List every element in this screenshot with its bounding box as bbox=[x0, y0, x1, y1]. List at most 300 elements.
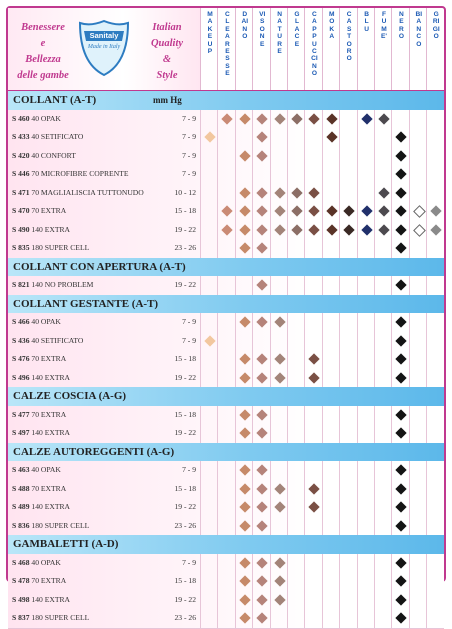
color-cell bbox=[304, 350, 323, 369]
color-cell bbox=[409, 369, 428, 388]
color-cell bbox=[426, 498, 445, 517]
color-available-diamond bbox=[257, 557, 268, 568]
color-cell bbox=[322, 517, 341, 536]
product-label bbox=[12, 609, 89, 627]
color-available-diamond bbox=[239, 150, 250, 161]
color-cell bbox=[374, 110, 393, 129]
product-name: 40 OPAK bbox=[29, 317, 61, 326]
product-code: S 420 bbox=[12, 150, 30, 160]
color-cell bbox=[357, 110, 376, 129]
color-cell bbox=[426, 165, 445, 184]
color-cell bbox=[339, 369, 358, 388]
color-available-diamond bbox=[309, 113, 320, 124]
product-code: S 496 bbox=[12, 372, 30, 382]
color-cell bbox=[357, 572, 376, 591]
color-available-diamond bbox=[274, 113, 285, 124]
product-row bbox=[8, 424, 444, 444]
color-cell bbox=[304, 498, 323, 517]
color-cell bbox=[252, 313, 271, 332]
product-name: 180 SUPER CELL bbox=[29, 613, 90, 622]
product-code: S 476 bbox=[12, 354, 30, 363]
color-cell bbox=[217, 406, 236, 425]
section-header-row bbox=[8, 535, 444, 555]
color-cell bbox=[270, 424, 289, 443]
color-cell bbox=[374, 461, 393, 480]
color-cell bbox=[217, 350, 236, 369]
color-available-diamond bbox=[291, 113, 302, 124]
color-cell bbox=[426, 591, 445, 610]
color-cell bbox=[235, 424, 254, 443]
product-label bbox=[12, 332, 83, 350]
column-header-bianco bbox=[409, 8, 428, 90]
color-cell bbox=[235, 313, 254, 332]
color-cell bbox=[217, 424, 236, 443]
color-available-diamond bbox=[396, 224, 407, 235]
color-cell bbox=[374, 202, 393, 221]
color-cell bbox=[235, 332, 254, 351]
color-cell bbox=[426, 128, 445, 147]
color-available-diamond bbox=[222, 224, 233, 235]
color-cell bbox=[304, 202, 323, 221]
color-available-diamond bbox=[239, 113, 250, 124]
column-header-label: BIANCO bbox=[415, 11, 423, 48]
color-cell bbox=[322, 128, 341, 147]
color-cell bbox=[252, 406, 271, 425]
column-header-fume bbox=[374, 8, 393, 90]
color-cell bbox=[235, 128, 254, 147]
color-available-diamond bbox=[239, 205, 250, 216]
product-label bbox=[12, 147, 76, 165]
product-name: 70 EXTRA bbox=[29, 409, 67, 419]
color-cell bbox=[200, 517, 219, 536]
color-cell bbox=[357, 147, 376, 166]
section-header-row bbox=[8, 258, 444, 278]
color-cell bbox=[217, 110, 236, 129]
color-available-diamond bbox=[257, 205, 268, 216]
product-code: S 490 bbox=[12, 224, 30, 234]
color-available-diamond bbox=[396, 612, 407, 623]
color-cell bbox=[409, 572, 428, 591]
product-code: S 836 bbox=[12, 520, 30, 530]
color-cell bbox=[322, 313, 341, 332]
color-cell bbox=[322, 554, 341, 573]
color-cell bbox=[322, 276, 341, 295]
color-available-diamond bbox=[274, 483, 285, 494]
color-cell bbox=[235, 406, 254, 425]
color-cell bbox=[304, 110, 323, 129]
color-cell bbox=[252, 350, 271, 369]
product-name: 40 OPAK bbox=[29, 557, 61, 567]
color-available-diamond bbox=[309, 187, 320, 198]
color-cell bbox=[252, 202, 271, 221]
color-cell bbox=[217, 517, 236, 536]
color-cell bbox=[200, 332, 219, 351]
color-available-diamond bbox=[257, 372, 268, 383]
product-label bbox=[12, 572, 66, 590]
color-cell bbox=[304, 128, 323, 147]
color-cell bbox=[200, 480, 219, 499]
color-cell bbox=[409, 221, 428, 240]
color-available-diamond bbox=[309, 205, 320, 216]
product-row bbox=[8, 609, 444, 629]
product-code: S 463 bbox=[12, 465, 30, 474]
color-cell bbox=[391, 165, 410, 184]
color-cell bbox=[409, 239, 428, 258]
color-cell bbox=[287, 517, 306, 536]
color-cell bbox=[304, 332, 323, 351]
compression-size: 7 - 9 bbox=[182, 113, 196, 123]
color-available-diamond bbox=[378, 113, 389, 124]
color-cell bbox=[374, 609, 393, 628]
color-cell bbox=[304, 313, 323, 332]
color-available-diamond bbox=[396, 150, 407, 161]
product-name: 140 NO PROBLEM bbox=[29, 280, 94, 289]
color-available-diamond bbox=[257, 520, 268, 531]
color-available-diamond bbox=[396, 483, 407, 494]
color-cell bbox=[322, 369, 341, 388]
color-available-diamond bbox=[274, 575, 285, 586]
product-name: 140 EXTRA bbox=[29, 372, 71, 382]
color-available-diamond bbox=[361, 113, 372, 124]
color-cell bbox=[235, 480, 254, 499]
color-available-diamond bbox=[257, 353, 268, 364]
color-cell bbox=[374, 554, 393, 573]
color-available-diamond bbox=[274, 501, 285, 512]
slogan-right: Italian Quality & Style bbox=[150, 22, 184, 81]
color-cell bbox=[200, 406, 219, 425]
color-available-diamond bbox=[257, 464, 268, 475]
color-cell bbox=[426, 424, 445, 443]
color-cell bbox=[409, 350, 428, 369]
product-row bbox=[8, 554, 444, 574]
column-header-label: VISONE bbox=[259, 11, 266, 48]
color-cell bbox=[217, 480, 236, 499]
color-cell bbox=[322, 147, 341, 166]
color-available-diamond bbox=[239, 557, 250, 568]
product-name: 140 EXTRA bbox=[29, 502, 71, 511]
color-cell bbox=[304, 239, 323, 258]
product-code: S 488 bbox=[12, 483, 30, 493]
color-cell bbox=[200, 554, 219, 573]
color-cell bbox=[374, 350, 393, 369]
product-name: 70 EXTRA bbox=[29, 483, 67, 493]
product-row bbox=[8, 147, 444, 167]
color-cell bbox=[339, 221, 358, 240]
color-cell bbox=[374, 424, 393, 443]
color-available-diamond bbox=[396, 205, 407, 216]
color-cell bbox=[374, 276, 393, 295]
color-cell bbox=[409, 313, 428, 332]
color-cell bbox=[391, 369, 410, 388]
color-cell bbox=[409, 609, 428, 628]
color-cell bbox=[252, 276, 271, 295]
color-cell bbox=[409, 147, 428, 166]
compression-size: 23 - 26 bbox=[174, 613, 196, 622]
color-available-diamond bbox=[239, 520, 250, 531]
product-code: S 497 bbox=[12, 428, 30, 437]
product-label bbox=[12, 461, 61, 479]
color-available-diamond bbox=[239, 372, 250, 383]
color-cell bbox=[235, 498, 254, 517]
color-cell bbox=[200, 498, 219, 517]
color-cell bbox=[270, 221, 289, 240]
color-cell bbox=[252, 128, 271, 147]
column-header-nero bbox=[391, 8, 410, 90]
color-cell bbox=[391, 202, 410, 221]
compression-size: 19 - 22 bbox=[174, 594, 196, 604]
color-cell bbox=[409, 165, 428, 184]
color-available-diamond bbox=[431, 224, 442, 235]
brand-panel bbox=[8, 8, 200, 90]
color-cell bbox=[374, 239, 393, 258]
color-cell bbox=[235, 165, 254, 184]
color-available-diamond bbox=[291, 187, 302, 198]
color-cell bbox=[270, 332, 289, 351]
color-available-diamond bbox=[239, 409, 250, 420]
color-cell bbox=[409, 591, 428, 610]
color-cell bbox=[217, 184, 236, 203]
product-code: S 466 bbox=[12, 317, 30, 326]
product-row bbox=[8, 110, 444, 130]
color-cell bbox=[252, 221, 271, 240]
color-cell bbox=[270, 350, 289, 369]
color-cell bbox=[235, 147, 254, 166]
color-cell bbox=[409, 554, 428, 573]
color-cell bbox=[426, 202, 445, 221]
compression-size: 10 - 12 bbox=[174, 187, 196, 197]
color-cell bbox=[200, 350, 219, 369]
color-cell bbox=[357, 498, 376, 517]
color-cell bbox=[200, 128, 219, 147]
column-header-nature bbox=[270, 8, 289, 90]
color-cell bbox=[426, 406, 445, 425]
color-cell bbox=[200, 609, 219, 628]
color-cell bbox=[287, 554, 306, 573]
product-row bbox=[8, 517, 444, 537]
color-available-diamond bbox=[257, 483, 268, 494]
color-available-diamond bbox=[239, 612, 250, 623]
color-cell bbox=[426, 369, 445, 388]
color-available-diamond bbox=[431, 205, 442, 216]
color-available-diamond bbox=[344, 224, 355, 235]
product-label bbox=[12, 406, 66, 424]
color-cell bbox=[357, 406, 376, 425]
column-header-daino bbox=[235, 8, 254, 90]
color-available-diamond bbox=[239, 575, 250, 586]
color-cell bbox=[304, 554, 323, 573]
color-available-diamond bbox=[396, 372, 407, 383]
section-header-row bbox=[8, 91, 444, 111]
color-cell bbox=[217, 332, 236, 351]
product-label bbox=[12, 480, 66, 498]
color-cell bbox=[217, 221, 236, 240]
color-cell bbox=[357, 239, 376, 258]
product-code: S 477 bbox=[12, 409, 30, 419]
product-code: S 468 bbox=[12, 557, 30, 567]
color-cell bbox=[304, 572, 323, 591]
product-code: S 471 bbox=[12, 187, 30, 197]
color-cell bbox=[252, 147, 271, 166]
color-available-diamond bbox=[378, 187, 389, 198]
column-header-label: MOKA bbox=[329, 11, 335, 41]
color-cell bbox=[217, 498, 236, 517]
product-row bbox=[8, 406, 444, 426]
color-available-diamond bbox=[239, 242, 250, 253]
color-cell bbox=[339, 461, 358, 480]
color-available-diamond bbox=[326, 224, 337, 235]
color-available-diamond bbox=[396, 409, 407, 420]
color-cell bbox=[304, 147, 323, 166]
product-label bbox=[12, 424, 70, 442]
color-cell bbox=[391, 147, 410, 166]
color-cell bbox=[287, 480, 306, 499]
color-cell bbox=[357, 276, 376, 295]
compression-size: 7 - 9 bbox=[182, 150, 196, 160]
color-cell bbox=[426, 184, 445, 203]
color-available-diamond bbox=[257, 427, 268, 438]
color-cell bbox=[270, 313, 289, 332]
product-label bbox=[12, 313, 61, 331]
product-name: 70 MICROFIBRE COPRENTE bbox=[29, 169, 129, 178]
color-cell bbox=[357, 591, 376, 610]
color-available-diamond bbox=[257, 224, 268, 235]
color-cell bbox=[287, 406, 306, 425]
color-cell bbox=[426, 110, 445, 129]
product-name: 70 MAGLIALISCIA TUTTONUDO bbox=[29, 187, 144, 197]
compression-size: 7 - 9 bbox=[182, 132, 196, 141]
color-available-diamond bbox=[413, 224, 426, 237]
color-cell bbox=[287, 572, 306, 591]
color-available-diamond bbox=[396, 427, 407, 438]
color-cell bbox=[339, 239, 358, 258]
column-header-label: NERO bbox=[398, 11, 404, 41]
column-header-clearesse bbox=[217, 8, 236, 90]
color-cell bbox=[426, 517, 445, 536]
color-cell bbox=[426, 313, 445, 332]
color-available-diamond bbox=[222, 205, 233, 216]
color-available-diamond bbox=[257, 150, 268, 161]
color-cell bbox=[339, 350, 358, 369]
column-header-castoro bbox=[339, 8, 358, 90]
color-cell bbox=[200, 147, 219, 166]
table-header bbox=[8, 8, 444, 91]
product-label bbox=[12, 184, 144, 202]
product-label bbox=[12, 110, 61, 128]
color-cell bbox=[252, 480, 271, 499]
color-cell bbox=[409, 424, 428, 443]
product-label bbox=[12, 239, 89, 257]
color-cell bbox=[304, 221, 323, 240]
product-label bbox=[12, 221, 70, 239]
color-available-diamond bbox=[257, 612, 268, 623]
section-header-row bbox=[8, 295, 444, 315]
color-available-diamond bbox=[239, 594, 250, 605]
column-header-label: FUME' bbox=[381, 11, 387, 41]
color-cell bbox=[339, 591, 358, 610]
color-cell bbox=[426, 221, 445, 240]
color-cell bbox=[322, 110, 341, 129]
product-name: 180 SUPER CELL bbox=[29, 243, 90, 252]
color-available-diamond bbox=[309, 372, 320, 383]
color-cell bbox=[374, 313, 393, 332]
column-header-grigio bbox=[426, 8, 445, 90]
color-cell bbox=[322, 480, 341, 499]
color-cell bbox=[391, 591, 410, 610]
color-cell bbox=[391, 221, 410, 240]
color-cell bbox=[235, 110, 254, 129]
product-row bbox=[8, 202, 444, 222]
color-cell bbox=[270, 554, 289, 573]
color-cell bbox=[374, 165, 393, 184]
color-cell bbox=[339, 276, 358, 295]
color-cell bbox=[287, 202, 306, 221]
color-cell bbox=[235, 461, 254, 480]
color-cell bbox=[304, 480, 323, 499]
color-cell bbox=[287, 110, 306, 129]
compression-size: 23 - 26 bbox=[174, 243, 196, 252]
color-available-diamond bbox=[396, 187, 407, 198]
color-available-diamond bbox=[239, 353, 250, 364]
color-available-diamond bbox=[257, 594, 268, 605]
product-label bbox=[12, 276, 93, 294]
color-cell bbox=[426, 554, 445, 573]
color-cell bbox=[357, 332, 376, 351]
color-cell bbox=[409, 276, 428, 295]
color-cell bbox=[391, 572, 410, 591]
color-cell bbox=[287, 350, 306, 369]
product-code: S 470 bbox=[12, 206, 30, 215]
color-cell bbox=[217, 369, 236, 388]
compression-size: 15 - 18 bbox=[174, 354, 196, 363]
color-cell bbox=[409, 480, 428, 499]
color-cell bbox=[252, 184, 271, 203]
color-available-diamond bbox=[291, 224, 302, 235]
color-available-diamond bbox=[204, 335, 215, 346]
color-cell bbox=[391, 424, 410, 443]
product-code: S 446 bbox=[12, 169, 30, 178]
logo-brand-text: Sanitaly bbox=[89, 31, 119, 40]
color-cell bbox=[339, 332, 358, 351]
color-cell bbox=[287, 369, 306, 388]
color-available-diamond bbox=[396, 242, 407, 253]
color-cell bbox=[235, 609, 254, 628]
product-row bbox=[8, 276, 444, 296]
color-cell bbox=[374, 147, 393, 166]
pressure-unit-label: mm Hg bbox=[153, 95, 182, 105]
color-cell bbox=[200, 110, 219, 129]
color-cell bbox=[322, 406, 341, 425]
column-header-makeup bbox=[200, 8, 219, 90]
color-cell bbox=[217, 461, 236, 480]
color-cell bbox=[391, 276, 410, 295]
color-cell bbox=[374, 572, 393, 591]
color-cell bbox=[357, 221, 376, 240]
product-name: 70 EXTRA bbox=[29, 576, 67, 585]
color-cell bbox=[287, 128, 306, 147]
color-cell bbox=[217, 202, 236, 221]
color-cell bbox=[391, 239, 410, 258]
color-cell bbox=[322, 591, 341, 610]
color-available-diamond bbox=[239, 427, 250, 438]
color-cell bbox=[235, 369, 254, 388]
column-header-label: MAKE UP bbox=[207, 11, 213, 56]
color-cell bbox=[200, 184, 219, 203]
color-cell bbox=[217, 276, 236, 295]
color-cell bbox=[217, 554, 236, 573]
color-available-diamond bbox=[257, 279, 268, 290]
color-cell bbox=[339, 517, 358, 536]
product-name: 180 SUPER CELL bbox=[29, 520, 90, 530]
